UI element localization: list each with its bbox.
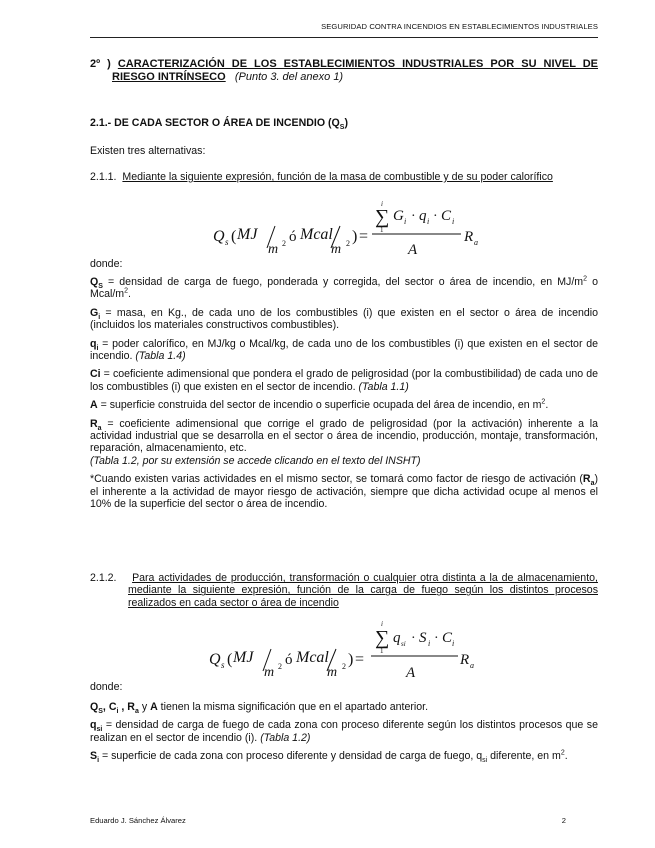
f1-sum-top: i: [381, 200, 383, 208]
subsection-heading: [90, 117, 598, 132]
f1-numer-sub: i: [404, 217, 407, 226]
f1-dot2: ·: [433, 209, 438, 224]
f1-sum-bot: 1: [380, 226, 384, 234]
intro-paragraph: Existen tres alternativas:: [90, 145, 206, 157]
f2-unit2-sup: 2: [342, 662, 346, 671]
f2-unit2-den: m: [327, 665, 338, 680]
f1-sigma: ∑: [375, 206, 390, 228]
def-si: $S_i$ = superficie de cada zona con proceso diferente y densidad de carga de fuego, $q_{si}$ diferente, en $m^2$.: [90, 749, 568, 765]
f2-eq: =: [355, 651, 365, 668]
footer-page-number: 2: [561, 816, 566, 825]
subsection-title-sub: S: [339, 124, 345, 132]
ra-note-link[interactable]: (Tabla 1.2, por su extensión se accede clicando en el texto del INSHT): [90, 454, 421, 467]
f1-dot1: ·: [411, 209, 416, 224]
f2-unit2-num: Mcal: [296, 649, 329, 666]
activation-note: *Cuando existen varias actividades en el mismo sector, se tomará como factor de riesgo de activación $(R_a)$ el inherente a la actividad de mayor riesgo de activación, siempre que dicha actividad ocupe al menos el 10% de la superficie del sector o área de incendio.: [90, 473, 598, 511]
f1-eq: =: [359, 228, 369, 245]
f1-c-sub: i: [452, 217, 455, 226]
f1-lhs: Q: [213, 228, 225, 245]
f1-lhs-sub: s: [225, 237, 229, 247]
subsection-title: 2.1.- DE CADA SECTOR O ÁREA DE INCENDIO (Q: [90, 117, 340, 129]
f2-numer-sub: si: [401, 640, 406, 648]
f2-s-sub: i: [428, 639, 431, 648]
subsection-title-end: ): [344, 117, 348, 129]
f2-dot2: ·: [434, 631, 439, 646]
f1-or: ó: [289, 229, 297, 245]
formula-1: [0, 196, 655, 262]
formula-1-svg: [0, 196, 655, 262]
f1-q: q: [419, 208, 427, 224]
definitions-1: [90, 276, 598, 511]
svg-text:(: (: [227, 651, 233, 668]
section-number: 2º ): [90, 58, 111, 70]
f1-c: C: [441, 208, 452, 224]
def-ra: $R_a$ = coeficiente adimensional que corrige el grado de peligrosidad (por la activación) inherente a la actividad industrial que se desarrolla en el sector o área de incendio, producción, montaje, transformación, reparación, almacenamiento, etc.: [90, 417, 598, 455]
f1-unit2-sup: 2: [346, 239, 350, 248]
f2-lhs: Q: [209, 651, 221, 668]
def-qi: $q_i$ = poder calorífico, en MJ/kg o Mcal/kg, de cada uno de los combustibles (i) que existen en el sector de incendio. (Tabla 1.4): [90, 337, 598, 363]
section-heading: [90, 58, 598, 83]
f2-unit1-den: m: [264, 665, 275, 680]
def-qs: $Q_S$ = densidad de carga de fuego, ponderada y corregida, del sector o área de incendio, en $MJ/m^2$ o Mcal/$m^2$.: [90, 275, 598, 301]
f2-dot1: ·: [411, 631, 416, 646]
alt2-number: 2.1.2.: [90, 572, 117, 584]
f2-denom: A: [406, 665, 416, 681]
intro-text: [90, 145, 598, 157]
def-gi: $G_i$ = masa, en Kg., de cada uno de los combustibles (i) que existen en el sector o área de incendio (incluidos los materiales constructivos combustibles).: [90, 306, 598, 332]
f2-numer: q: [393, 630, 401, 646]
f1-unit1-sup: 2: [282, 239, 286, 248]
f2-r: R: [460, 652, 470, 668]
formula-2: [0, 616, 655, 684]
donde-1: [90, 258, 598, 270]
f1-unit1-num: MJ: [237, 226, 258, 243]
definitions-2: [90, 701, 598, 763]
def-qsi: $q_{si}$ = densidad de carga de fuego de cada zona con proceso diferente según los distintos procesos que se realizan en el sector de incendio (i). (Tabla 1.2): [90, 719, 598, 744]
donde-2: [90, 681, 598, 693]
f1-unit2-den: m: [331, 242, 342, 257]
f2-s: S: [419, 630, 427, 646]
f1-r: R: [464, 229, 474, 245]
alt2-heading: [90, 572, 598, 609]
def-ci: Ci = coeficiente adimensional que pondera el grado de peligrosidad (por la combustibilidad) de cada uno de los combustibles (i) que existen en el sector de incendio. (Tabla 1.1): [90, 368, 598, 393]
donde-2-text: donde:: [90, 681, 123, 693]
svg-text:(: (: [231, 228, 237, 245]
formula-2-svg: [0, 616, 655, 684]
alt1-text: Mediante la siguiente expresión, función de la masa de combustible y de su poder calorífico: [122, 171, 553, 183]
f2-sum-bot: 1: [380, 647, 384, 655]
f1-unit2-num: Mcal: [300, 226, 333, 243]
f2-lhs-sub: s: [221, 660, 225, 670]
f1-numer: G: [393, 208, 404, 224]
svg-text:): ): [352, 228, 358, 245]
f1-q-sub: i: [427, 217, 430, 226]
footer-author: Eduardo J. Sánchez Álvarez: [90, 816, 186, 825]
donde-1-text: donde:: [90, 258, 123, 270]
f1-r-sub: a: [474, 238, 478, 247]
alt1-heading: [90, 171, 598, 183]
def-a: A = superficie construida del sector de incendio o superficie ocupada del área de incendio, en $m^2$.: [90, 398, 549, 412]
section-ref: (Punto 3. del anexo 1): [234, 70, 344, 83]
svg-text:): ): [348, 651, 354, 668]
f2-or: ó: [285, 652, 293, 668]
running-header: SEGURIDAD CONTRA INCENDIOS EN ESTABLECIMIENTOS INDUSTRIALES: [321, 22, 598, 31]
f1-unit1-den: m: [268, 242, 279, 257]
header-rule: [90, 37, 598, 38]
same-meaning-line: $Q_S$, $C_i$ , $R_a$ y A tienen la misma significación que en el apartado anterior.: [90, 701, 429, 716]
f2-unit1-sup: 2: [278, 662, 282, 671]
f2-r-sub: a: [470, 661, 474, 670]
f1-denom: A: [408, 242, 418, 258]
alt1-number: 2.1.1.: [90, 171, 117, 183]
f2-c-sub: i: [452, 639, 455, 648]
f2-unit1-num: MJ: [233, 649, 254, 666]
f2-c: C: [442, 630, 453, 646]
f2-sum-top: i: [381, 620, 383, 628]
f2-sigma: ∑: [375, 627, 390, 649]
section-title: CARACTERIZACIÓN DE LOS ESTABLECIMIENTOS INDUSTRIALES POR SU NIVEL DE RIESGO INTRÍNSECO: [112, 58, 599, 83]
alt2-text: Para actividades de producción, transformación o cualquier otra distinta a la de almacenamiento, mediante la siguiente expresión, función de la carga de fuego según los distintos procesos realizados en cada sector o área de incendio: [128, 572, 598, 609]
